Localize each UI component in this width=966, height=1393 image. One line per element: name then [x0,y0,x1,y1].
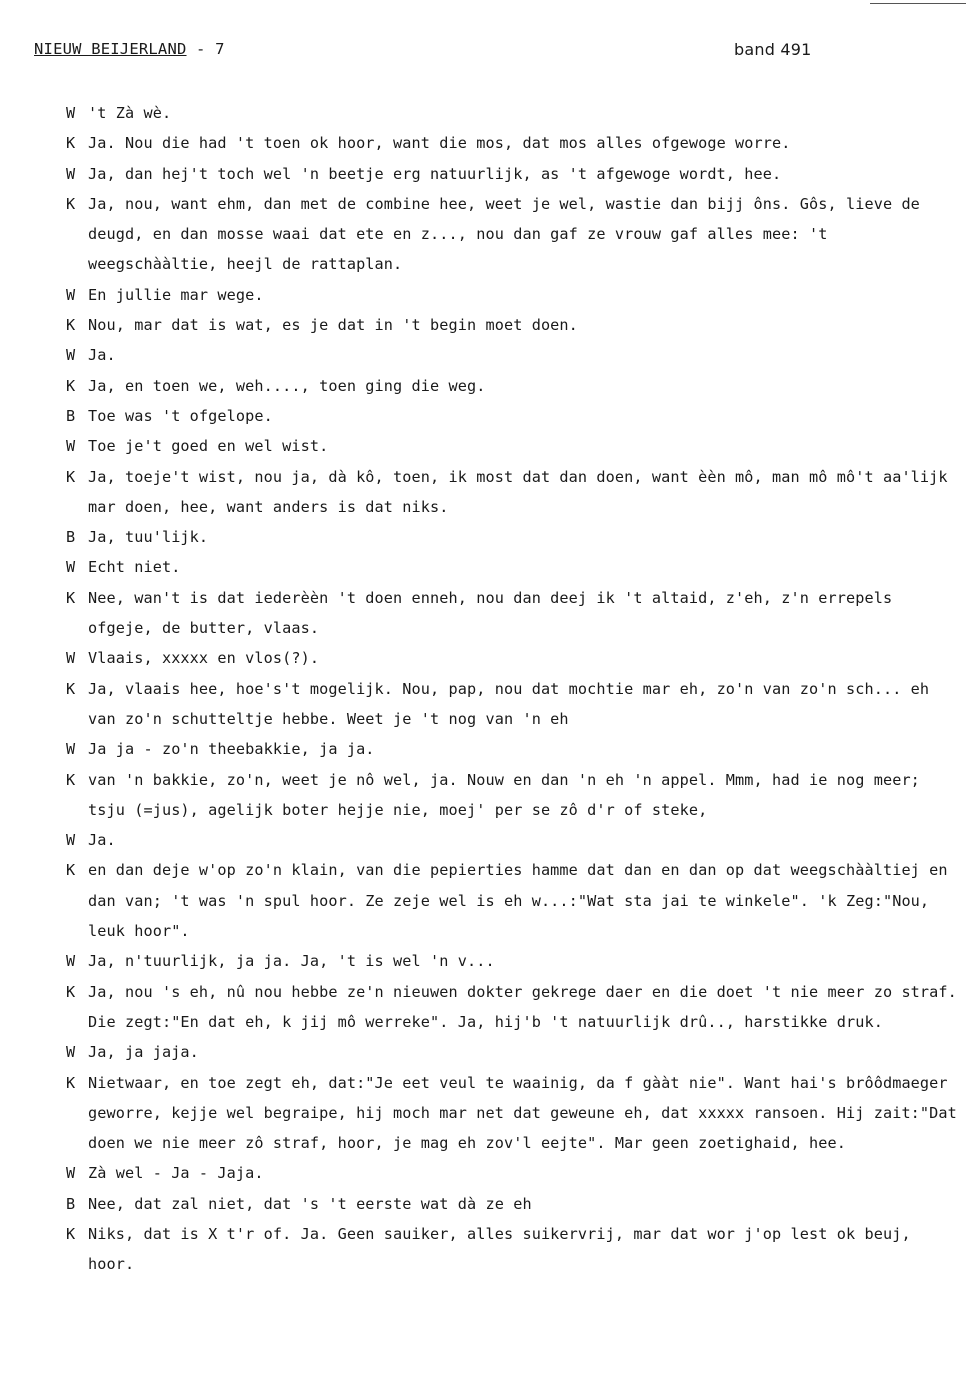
page-header [34,40,834,66]
utterance-text: Ja, ja jaja. [88,1043,199,1062]
transcript-turn [66,462,958,523]
speaker-label: W [66,346,76,365]
utterance-text: Niks, dat is X t'r of. Ja. Geen sauiker, alles suikervrij, mar dat wor j'op lest ok beuj, hoor. [88,1224,920,1274]
utterance-text: en dan deje w'op zo'n klain, van die pepierties hamme dat dan en dan op dat weegschààltiej en dan van; 't was 'n spul hoor. Ze zeje wel is eh w...:"Wat sta jai te winkele". 'k Zeg:"Nou, leuk hoor". [88,861,957,941]
transcript-turn [66,946,958,976]
transcript-turn [66,1189,958,1219]
page-title [34,40,225,58]
utterance-text: Toe was 't ofgelope. [88,406,273,425]
utterance-text: Nietwaar, en toe zegt eh, dat:"Je eet veul te waainig, da f gààt nie". Want hai's brôôdmaeger geworre, kejje wel begraipe, hij moch mar net dat geweune eh, dat xxxxx ransoen. Hij zait:"Dat doen we nie meer zô straf, hoor, je mag eh zov'l eejte". Mar geen zoetighaid, hee. [88,1073,966,1153]
speaker-label: K [66,376,76,395]
speaker-label: K [66,982,76,1001]
speaker-label: W [66,1043,76,1062]
utterance-text: Ja, tuu'lijk. [88,528,209,547]
speaker-label: K [66,194,76,213]
utterance-text: Ja. Nou die had 't toen ok hoor, want die mos, dat mos alles ofgewoge worre. [88,134,791,153]
utterance-text: Ja, vlaais hee, hoe's't mogelijk. Nou, pap, nou dat mochtie mar eh, zo'n van zo'n sch... eh van zo'n schutteltje hebbe. Weet je 't nog van 'n eh [88,679,939,728]
transcript-turn [66,98,958,128]
speaker-label: K [66,316,76,335]
speaker-label: K [66,1224,76,1243]
transcript-turn [66,280,958,310]
transcript-turn [66,371,958,401]
transcript-turn [66,340,958,370]
speaker-label: W [66,649,76,668]
transcript-turn [66,552,958,582]
speaker-label: W [66,1164,76,1183]
utterance-text: Vlaais, xxxxx en vlos(?). [88,649,320,668]
transcript-turn [66,583,958,644]
transcript [66,98,966,1280]
transcript-turn [66,1037,958,1067]
speaker-label: W [66,285,76,304]
utterance-text: Ja. [88,831,116,850]
utterance-text: Ja ja - zo'n theebakkie, ja ja. [88,740,375,759]
speaker-label: W [66,952,76,971]
speaker-label: B [66,406,76,425]
top-rule [870,3,966,4]
utterance-text: Ja, nou 's eh, nû nou hebbe ze'n nieuwen dokter gekrege daer en die doet 't nie meer zo straf. Die zegt:"En dat eh, k jij mô werreke". Ja, hij'b 't natuurlijk drû.., harstikke druk. [88,982,966,1031]
speaker-label: W [66,831,76,850]
speaker-label: W [66,104,76,122]
speaker-label: K [66,467,76,486]
transcript-turn [66,825,958,855]
speaker-label: W [66,558,76,577]
speaker-label: W [66,740,76,759]
speaker-label: K [66,134,76,153]
transcript-turn [66,977,966,1038]
transcript-turn [66,643,958,673]
transcript-turn [66,310,958,340]
transcript-turn [66,734,958,764]
transcript-turn [66,1219,958,1280]
utterance-text: En jullie mar wege. [88,285,264,304]
band-label: band 491 [734,40,812,59]
utterance-text: Toe je't goed en wel wist. [88,437,329,456]
utterance-text: Ja, toeje't wist, nou ja, dà kô, toen, ik most dat dan doen, want èèn mô, man mô mô't aa'lijk mar doen, hee, want anders is dat niks. [88,467,957,516]
utterance-text: Ja, dan hej't toch wel 'n beetje erg natuurlijk, as 't afgewoge wordt, hee. [88,164,782,183]
transcript-turn [66,765,958,826]
utterance-text: Echt niet. [88,558,181,577]
transcript-turn [66,855,958,946]
document-title: NIEUW BEIJERLAND [34,40,187,58]
utterance-text: Ja, nou, want ehm, dan met de combine hee, weet je wel, wastie dan bijj ôns. Gôs, lieve de deugd, en dan mosse waai dat ete en z..., nou dan gaf ze vrouw gaf alles mee: 't weegschààltie, heejl de rattaplan. [88,194,930,274]
transcript-turn [66,189,958,280]
transcript-turn [66,674,958,735]
utterance-text: Nou, mar dat is wat, es je dat in 't begin moet doen. [88,316,578,335]
transcript-turn [66,159,958,189]
page-number: - 7 [186,40,225,58]
utterance-text: Nee, wan't is dat iederèèn 't doen enneh, nou dan deej ik 't altaid, z'eh, z'n errepels ofgeje, de butter, vlaas. [88,588,902,638]
utterance-text: Ja, en toen we, weh...., toen ging die weg. [88,376,486,395]
utterance-text: van 'n bakkie, zo'n, weet je nô wel, ja. Nouw en dan 'n eh 'n appel. Mmm, had ie nog meer; tsju (=jus), agelijk boter hejje nie, moej' per se zô d'r of steke, [88,770,930,819]
speaker-label: K [66,770,76,789]
transcript-turn [66,1158,958,1188]
speaker-label: K [66,861,76,880]
utterance-text: Zà wel - Ja - Jaja. [88,1164,264,1183]
speaker-label: K [66,588,76,607]
utterance-text: Nee, dat zal niet, dat 's 't eerste wat dà ze eh [88,1194,532,1213]
speaker-label: K [66,679,76,698]
transcript-turn [66,401,958,431]
transcript-turn [66,128,958,158]
utterance-text: 't Zà wè. [88,104,172,122]
transcript-turn [66,1068,966,1159]
utterance-text: Ja, n'tuurlijk, ja ja. Ja, 't is wel 'n v... [88,952,495,971]
speaker-label: K [66,1073,76,1092]
speaker-label: B [66,528,76,547]
transcript-turn [66,431,958,461]
speaker-label: B [66,1194,76,1213]
transcript-turn [66,522,958,552]
speaker-label: W [66,437,76,456]
utterance-text: Ja. [88,346,116,365]
speaker-label: W [66,164,76,183]
